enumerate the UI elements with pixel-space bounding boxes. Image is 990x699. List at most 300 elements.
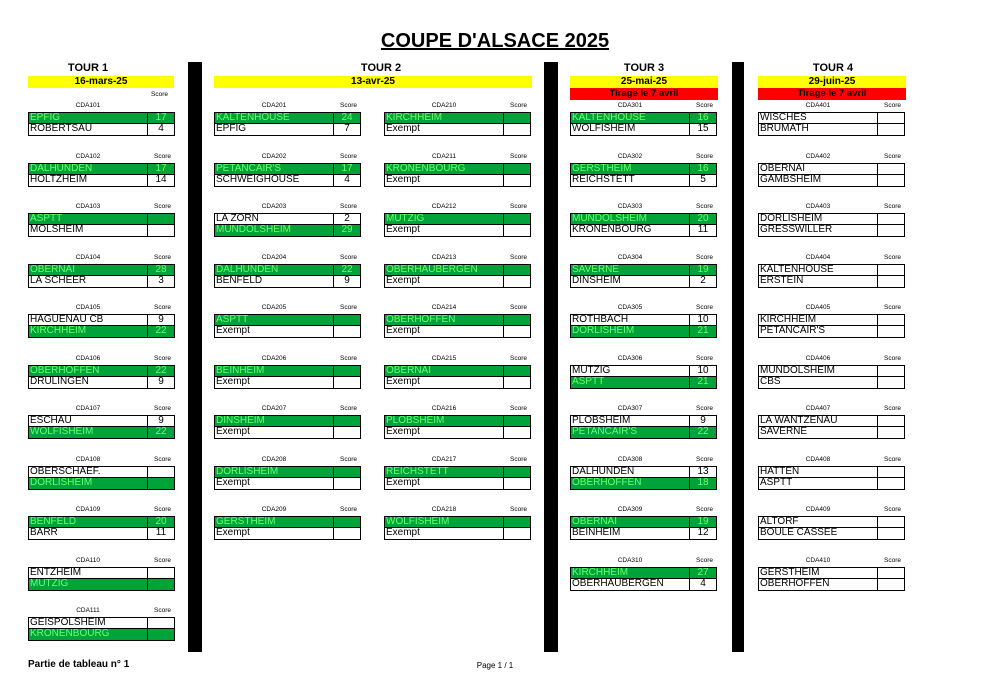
tour3-date: 25-mai-25 (570, 76, 718, 88)
team-row (28, 427, 175, 439)
team-score[interactable]: 21 (697, 375, 709, 387)
team-score[interactable] (148, 214, 174, 224)
match-header (214, 202, 361, 213)
team-score[interactable]: 9 (158, 415, 164, 426)
team-row (214, 326, 361, 338)
team-score[interactable]: 29 (341, 224, 353, 235)
team-name: MUTZIG (385, 214, 504, 224)
team-row (214, 163, 361, 175)
team-score[interactable] (148, 579, 174, 590)
match-code: CDA218 (431, 506, 457, 513)
team-row (570, 124, 717, 136)
team-name: Exempt (385, 225, 504, 236)
match-header (214, 354, 361, 365)
team-name: SAVERNE (571, 265, 690, 275)
match-header (214, 253, 361, 264)
team-name: ASPTT (571, 377, 690, 388)
team-score[interactable]: 22 (697, 426, 709, 437)
team-score[interactable]: 16 (697, 162, 709, 174)
match-cda102 (28, 152, 175, 187)
team-score[interactable] (334, 377, 360, 388)
score-label: Score (340, 405, 357, 412)
team-score[interactable]: 16 (697, 112, 709, 123)
score-label: Score (884, 152, 901, 160)
team-name: DINSHEIM (571, 276, 690, 287)
team-row (214, 112, 361, 124)
team-score[interactable] (878, 326, 904, 337)
team-name: PLOBSHEIM (385, 416, 504, 426)
team-row (384, 427, 531, 439)
team-score[interactable] (504, 416, 530, 426)
team-name: KALTENHOUSE (759, 265, 878, 275)
team-name: SCHWEIGHOUSE (215, 175, 334, 186)
team-row (758, 213, 905, 225)
score-label: Score (696, 354, 713, 362)
team-name: ESCHAU (29, 416, 148, 426)
match-cda103 (28, 202, 175, 237)
team-score[interactable] (878, 175, 904, 186)
team-score[interactable] (148, 618, 174, 628)
match-cda306 (570, 354, 717, 389)
team-score[interactable] (334, 427, 360, 438)
team-score[interactable] (878, 467, 904, 477)
team-row (28, 225, 175, 237)
match-header (384, 303, 531, 314)
team-row (570, 314, 717, 326)
team-score[interactable]: 21 (697, 325, 709, 336)
team-name: OBERSCHAEF. (29, 467, 148, 477)
team-row (758, 567, 905, 579)
match-code: CDA309 (617, 506, 643, 513)
team-row (570, 516, 717, 528)
team-score[interactable] (878, 124, 904, 135)
match-header (570, 354, 717, 365)
match-header (570, 455, 717, 466)
team-score[interactable]: 5 (700, 173, 706, 185)
team-score[interactable] (878, 265, 904, 275)
team-row (384, 112, 531, 124)
team-name: Exempt (385, 478, 504, 489)
match-header (384, 455, 531, 466)
team-row (384, 516, 531, 528)
match-header (214, 152, 361, 163)
match-code: CDA301 (617, 102, 643, 109)
match-cda201 (214, 101, 361, 136)
team-score[interactable]: 18 (697, 476, 709, 488)
match-cda303 (570, 202, 717, 237)
footer-label: Partie de tableau n° 1 (28, 659, 130, 670)
team-row (758, 478, 905, 490)
match-code: CDA201 (261, 102, 287, 109)
match-header (28, 505, 175, 516)
score-label: Score (884, 506, 901, 513)
team-row (28, 478, 175, 490)
team-name: WISCHES (759, 113, 878, 123)
team-score[interactable] (878, 478, 904, 489)
team-name: MUTZIG (571, 366, 690, 376)
team-score[interactable] (504, 467, 530, 477)
team-score[interactable] (334, 366, 360, 376)
team-name: BARR (29, 528, 148, 539)
team-name: ALTORF (759, 517, 878, 527)
team-name: KRONENBOURG (385, 164, 504, 174)
team-row (384, 478, 531, 490)
match-header (758, 202, 905, 213)
match-code: CDA305 (617, 304, 643, 311)
team-score[interactable]: 2 (344, 213, 350, 224)
match-cda406 (758, 354, 905, 389)
team-score[interactable]: 17 (155, 112, 167, 123)
team-score[interactable]: 11 (155, 527, 167, 538)
team-name: KIRCHHEIM (385, 113, 504, 123)
team-score[interactable]: 22 (155, 426, 167, 437)
team-score[interactable]: 10 (697, 364, 709, 376)
team-score[interactable] (878, 579, 904, 590)
team-score[interactable]: 4 (158, 123, 164, 134)
team-score[interactable] (148, 467, 174, 477)
match-header (758, 101, 905, 112)
match-header (28, 606, 175, 617)
score-label: Score (696, 556, 713, 564)
team-score[interactable] (504, 164, 530, 174)
match-header (28, 303, 175, 314)
match-cda310 (570, 556, 717, 591)
team-score[interactable] (148, 568, 174, 578)
match-cda304 (570, 253, 717, 288)
team-name: Exempt (385, 175, 504, 186)
match-header (758, 303, 905, 314)
match-code: CDA302 (617, 152, 643, 160)
team-row (570, 478, 717, 490)
team-score[interactable] (878, 377, 904, 388)
team-name: PLOBSHEIM (571, 416, 690, 426)
team-row (570, 579, 717, 591)
team-score[interactable] (878, 517, 904, 527)
score-label: Score (696, 102, 713, 109)
score-label: Score (154, 304, 171, 311)
team-row (28, 466, 175, 478)
match-code: CDA209 (261, 506, 287, 513)
score-label: Score (884, 253, 901, 261)
team-name: LA WANTZENAU (759, 416, 878, 426)
team-score[interactable] (504, 427, 530, 438)
match-code: CDA404 (805, 253, 831, 261)
match-code: CDA403 (805, 203, 831, 210)
team-score[interactable] (504, 517, 530, 527)
team-score[interactable] (504, 214, 530, 224)
match-code: CDA210 (431, 102, 457, 109)
match-code: CDA103 (75, 203, 101, 210)
team-row (28, 365, 175, 377)
team-row (758, 175, 905, 187)
match-code: CDA107 (75, 405, 101, 412)
match-code: CDA308 (617, 455, 643, 463)
team-name: DALHUNDEN (215, 265, 334, 275)
team-name: KIRCHHEIM (29, 326, 148, 337)
team-score[interactable] (878, 214, 904, 224)
team-score[interactable]: 4 (344, 173, 350, 185)
team-score[interactable] (878, 366, 904, 376)
team-score[interactable] (878, 113, 904, 123)
team-score[interactable] (334, 467, 360, 477)
team-row (570, 415, 717, 427)
team-score[interactable] (878, 568, 904, 578)
team-score[interactable] (504, 265, 530, 275)
team-score[interactable] (504, 113, 530, 123)
team-score[interactable]: 2 (700, 274, 706, 286)
team-score[interactable] (878, 528, 904, 539)
team-score[interactable]: 9 (700, 415, 706, 426)
team-row (570, 567, 717, 579)
team-row (28, 567, 175, 579)
team-score[interactable]: 11 (697, 224, 709, 235)
match-header (570, 404, 717, 415)
team-name: GRESSWILLER (759, 225, 878, 236)
score-label: Score (510, 354, 527, 362)
team-score[interactable]: 9 (158, 314, 164, 325)
team-score[interactable]: 27 (697, 566, 709, 578)
team-score[interactable] (878, 315, 904, 325)
match-code: CDA110 (75, 556, 101, 564)
team-score[interactable] (878, 225, 904, 236)
team-score[interactable] (334, 315, 360, 325)
team-row (384, 377, 531, 389)
match-code: CDA208 (261, 455, 287, 463)
team-row (570, 528, 717, 540)
team-score[interactable] (334, 416, 360, 426)
match-code: CDA216 (431, 405, 457, 412)
team-row (758, 466, 905, 478)
team-score[interactable]: 10 (697, 314, 709, 325)
match-code: CDA215 (431, 354, 457, 362)
match-header (758, 253, 905, 264)
team-row (384, 175, 531, 187)
match-cda208 (214, 455, 361, 490)
team-score[interactable]: 4 (700, 577, 706, 589)
match-header (214, 505, 361, 516)
team-name: ENTZHEIM (29, 568, 148, 578)
match-code: CDA211 (431, 152, 457, 160)
match-code: CDA207 (261, 405, 287, 412)
team-name: OBERNAI (571, 517, 690, 527)
separator-bar (188, 62, 202, 652)
team-row (758, 415, 905, 427)
team-name: HAGUENAU CB (29, 315, 148, 325)
team-row (384, 415, 531, 427)
score-label: Score (510, 304, 527, 311)
team-score[interactable]: 19 (697, 516, 709, 527)
match-header (214, 101, 361, 112)
team-score[interactable] (878, 276, 904, 287)
match-cda108 (28, 455, 175, 490)
match-cda405 (758, 303, 905, 338)
match-cda111 (28, 606, 175, 641)
team-row (570, 112, 717, 124)
team-score[interactable]: 14 (155, 173, 167, 185)
team-score[interactable]: 20 (697, 213, 709, 224)
match-code: CDA202 (261, 152, 287, 160)
score-label: Score (154, 607, 171, 614)
match-code: CDA410 (805, 556, 831, 564)
team-name: OBERHAUBERGEN (385, 265, 504, 275)
team-row (758, 225, 905, 237)
score-label: Score (510, 405, 527, 412)
team-score[interactable]: 9 (344, 274, 350, 286)
team-score[interactable] (504, 326, 530, 337)
team-score[interactable] (504, 528, 530, 539)
team-name: ASPTT (759, 478, 878, 489)
team-row (570, 276, 717, 288)
team-score[interactable]: 7 (344, 123, 350, 134)
team-name: BEINHEIM (215, 366, 334, 376)
match-header (214, 455, 361, 466)
team-row (28, 112, 175, 124)
team-name: Exempt (385, 427, 504, 438)
match-header (570, 253, 717, 264)
match-cda206 (214, 354, 361, 389)
team-score[interactable] (504, 315, 530, 325)
match-cda107 (28, 404, 175, 439)
team-score[interactable]: 12 (697, 527, 709, 538)
team-row (384, 466, 531, 478)
match-cda409 (758, 505, 905, 540)
team-row (758, 528, 905, 540)
team-row (384, 213, 531, 225)
team-name: OBERHOFFEN (759, 579, 878, 590)
team-score[interactable] (148, 478, 174, 489)
team-score[interactable] (504, 225, 530, 236)
match-code: CDA204 (261, 253, 287, 261)
team-score[interactable]: 22 (341, 263, 353, 275)
team-name: OBERHOFFEN (29, 366, 148, 376)
score-label: Score (154, 152, 171, 160)
team-name: ROTHBACH (571, 315, 690, 325)
match-code: CDA203 (261, 203, 287, 210)
team-row (28, 276, 175, 288)
team-name: MUNDOLSHEIM (215, 225, 334, 236)
team-row (570, 163, 717, 175)
team-name: KRONENBOURG (29, 629, 148, 640)
team-score[interactable] (334, 517, 360, 527)
team-row (384, 264, 531, 276)
tour1-score-header: Score (151, 91, 168, 98)
team-score[interactable]: 3 (158, 274, 164, 286)
match-header (570, 303, 717, 314)
team-name: LA SCHEER (29, 276, 148, 287)
tour3-title: TOUR 3 (623, 62, 665, 74)
team-row (28, 516, 175, 528)
team-score[interactable] (504, 124, 530, 135)
team-row (570, 427, 717, 439)
score-label: Score (696, 152, 713, 160)
team-name: SAVERNE (759, 427, 878, 438)
team-row (570, 175, 717, 187)
team-score[interactable]: 13 (697, 465, 709, 477)
team-score[interactable] (504, 175, 530, 186)
team-score[interactable] (334, 528, 360, 539)
team-name: GEISPOLSHEIM (29, 618, 148, 628)
team-score[interactable] (504, 377, 530, 388)
score-label: Score (340, 152, 357, 160)
team-score[interactable]: 15 (697, 123, 709, 134)
match-header (758, 404, 905, 415)
team-name: MUNDOLSHEIM (759, 366, 878, 376)
team-name: GAMBSHEIM (759, 175, 878, 186)
team-score[interactable]: 22 (155, 364, 167, 376)
team-row (570, 326, 717, 338)
team-name: REICHSTETT (385, 467, 504, 477)
match-header (28, 202, 175, 213)
score-label: Score (884, 405, 901, 412)
team-score[interactable] (334, 478, 360, 489)
team-score[interactable] (148, 225, 174, 236)
team-row (384, 326, 531, 338)
team-score[interactable]: 17 (341, 162, 353, 174)
match-header (570, 556, 717, 567)
match-cda109 (28, 505, 175, 540)
team-score[interactable] (148, 629, 174, 640)
score-label: Score (340, 253, 357, 261)
match-cda203 (214, 202, 361, 237)
team-name: Exempt (215, 427, 334, 438)
team-score[interactable]: 28 (155, 263, 167, 275)
team-score[interactable] (504, 276, 530, 287)
separator-bar (732, 62, 744, 652)
team-row (384, 225, 531, 237)
team-row (570, 225, 717, 237)
team-row (28, 528, 175, 540)
match-header (384, 354, 531, 365)
team-name: OBERNAI (29, 265, 148, 275)
match-code: CDA402 (805, 152, 831, 160)
team-score[interactable]: 9 (158, 375, 164, 387)
team-score[interactable] (504, 366, 530, 376)
score-label: Score (510, 203, 527, 210)
match-cda407 (758, 404, 905, 439)
match-header (214, 404, 361, 415)
team-name: HATTEN (759, 467, 878, 477)
team-name: Exempt (385, 377, 504, 388)
team-score[interactable] (878, 164, 904, 174)
team-name: Exempt (215, 528, 334, 539)
match-header (570, 101, 717, 112)
team-row (28, 213, 175, 225)
match-cda401 (758, 101, 905, 136)
team-row (214, 427, 361, 439)
match-cda309 (570, 505, 717, 540)
team-score[interactable] (878, 427, 904, 438)
match-cda216 (384, 404, 531, 439)
team-name: MUNDOLSHEIM (571, 214, 690, 224)
team-score[interactable]: 24 (341, 112, 353, 123)
match-code: CDA101 (75, 102, 101, 109)
team-score[interactable]: 17 (155, 162, 167, 174)
match-header (384, 505, 531, 516)
team-score[interactable]: 20 (155, 516, 167, 527)
team-score[interactable] (878, 416, 904, 426)
team-score[interactable] (334, 326, 360, 337)
match-code: CDA409 (805, 506, 831, 513)
team-name: WOLFISHEIM (385, 517, 504, 527)
team-score[interactable]: 22 (155, 325, 167, 336)
score-label: Score (154, 203, 171, 210)
team-name: BRUMATH (759, 124, 878, 135)
team-row (758, 112, 905, 124)
team-score[interactable]: 19 (697, 263, 709, 275)
match-code: CDA206 (261, 354, 287, 362)
team-name: BENFELD (215, 276, 334, 287)
team-score[interactable] (504, 478, 530, 489)
